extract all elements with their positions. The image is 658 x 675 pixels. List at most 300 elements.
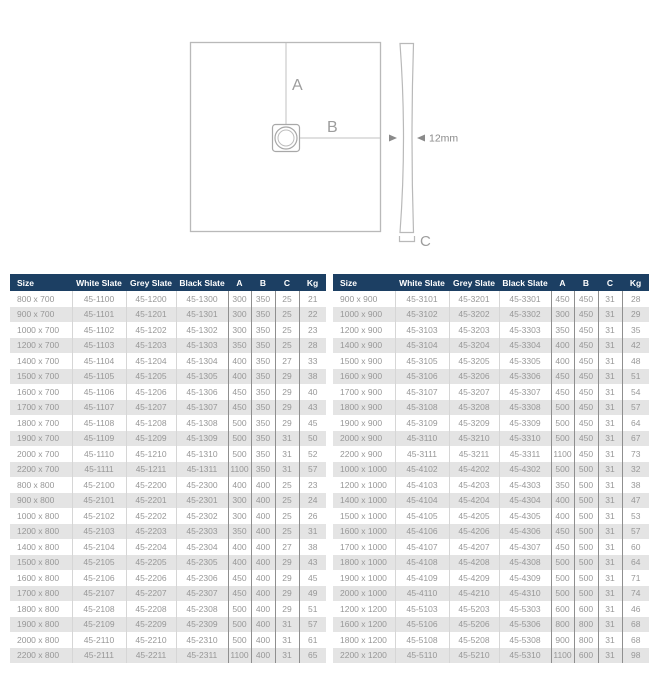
table-cell: 43 [299, 400, 326, 416]
table-row [10, 462, 326, 478]
table-cell: 1500 x 1000 [340, 510, 387, 521]
table-cell: 25 [275, 493, 299, 509]
table-cell: 1700 x 1000 [340, 541, 387, 552]
table-row [10, 570, 326, 586]
column-header-kg: Kg [622, 274, 649, 291]
table-cell: 27 [275, 353, 299, 369]
table-row [333, 338, 649, 354]
table-cell: 1900 x 900 [340, 417, 383, 428]
table-cell: 400 [228, 539, 251, 555]
table-cell: 45-3204 [449, 338, 499, 354]
table-row [333, 322, 649, 338]
table-cell: 1400 x 900 [333, 338, 395, 354]
table-cell: 45-5203 [449, 601, 499, 617]
table-cell: 45-5308 [499, 632, 551, 648]
table-cell: 45-3109 [395, 415, 449, 431]
table-cell: 45-5110 [395, 648, 449, 664]
table-cell: 45-3203 [449, 322, 499, 338]
table-cell: 1000 x 1000 [333, 462, 395, 478]
table-cell: 45-1107 [72, 400, 126, 416]
table-row [333, 307, 649, 323]
table-cell: 2200 x 1200 [333, 648, 395, 664]
table-cell: 45-1302 [176, 322, 228, 338]
table-cell: 45-3111 [395, 446, 449, 462]
table-cell: 45-4108 [395, 555, 449, 571]
table-cell: 45-2305 [176, 555, 228, 571]
table-cell: 400 [251, 524, 275, 540]
table-cell: 45-3311 [499, 446, 551, 462]
table-cell: 500 [574, 555, 598, 571]
table-cell: 45-3309 [499, 415, 551, 431]
table-cell: 45-3308 [499, 400, 551, 416]
table-cell: 900 x 800 [10, 493, 72, 509]
table-cell: 64 [622, 555, 649, 571]
table-cell: 45-2308 [176, 601, 228, 617]
table-cell: 1700 x 800 [10, 586, 72, 602]
table-cell: 500 [574, 539, 598, 555]
table-row [333, 617, 649, 633]
table-cell: 45-3304 [499, 338, 551, 354]
table-cell: 31 [598, 477, 622, 493]
table-cell: 45-5206 [449, 617, 499, 633]
table-cell: 2200 x 700 [10, 462, 72, 478]
table-cell: 24 [299, 493, 326, 509]
table-cell: 500 [228, 415, 251, 431]
table-cell: 45-2103 [72, 524, 126, 540]
table-cell: 64 [622, 415, 649, 431]
table-cell: 45-4106 [395, 524, 449, 540]
table-cell: 45-2203 [126, 524, 176, 540]
table-cell: 350 [251, 291, 275, 307]
column-header-white-slate: White Slate [395, 274, 449, 291]
table-cell: 400 [251, 601, 275, 617]
table-cell: 450 [551, 369, 574, 385]
table-row [10, 632, 326, 648]
table-row [333, 369, 649, 385]
dimension-c-label: C [420, 233, 431, 250]
table-cell: 300 [228, 307, 251, 323]
table-cell: 1100 [228, 462, 251, 478]
table-cell: 500 [551, 555, 574, 571]
table-cell: 45-2306 [176, 570, 228, 586]
table-cell: 45-1209 [126, 431, 176, 447]
table-cell: 500 [574, 508, 598, 524]
table-cell: 45-2110 [72, 632, 126, 648]
table-cell: 400 [551, 353, 574, 369]
dimension-c-bracket [400, 236, 415, 242]
table-cell: 45-3206 [449, 369, 499, 385]
table-cell: 45-4310 [499, 586, 551, 602]
table-cell: 45-2210 [126, 632, 176, 648]
table-cell: 450 [574, 431, 598, 447]
table-cell: 45-2301 [176, 493, 228, 509]
table-cell: 45-4209 [449, 570, 499, 586]
table-cell: 31 [598, 648, 622, 664]
table-cell: 29 [275, 384, 299, 400]
table-cell: 45-2201 [126, 493, 176, 509]
table-cell: 45-1300 [176, 291, 228, 307]
table-cell: 800 [574, 632, 598, 648]
table-cell: 31 [598, 617, 622, 633]
table-cell: 45-5210 [449, 648, 499, 664]
column-header-b: B [574, 274, 598, 291]
table-cell: 500 [228, 431, 251, 447]
table-row [10, 353, 326, 369]
table-cell: 45-3105 [395, 353, 449, 369]
table-cell: 45-3209 [449, 415, 499, 431]
table-cell: 1800 x 1200 [340, 634, 387, 645]
table-cell: 45-5103 [395, 601, 449, 617]
tray-dimension-diagram [0, 0, 658, 262]
table-cell: 45 [299, 415, 326, 431]
table-row [333, 384, 649, 400]
table-cell: 31 [598, 322, 622, 338]
table-cell: 45-2202 [126, 508, 176, 524]
table-cell: 400 [228, 369, 251, 385]
table-cell: 31 [598, 555, 622, 571]
table-cell: 45-3107 [395, 384, 449, 400]
table-cell: 350 [251, 431, 275, 447]
table-cell: 45-4107 [395, 539, 449, 555]
table-cell: 800 x 800 [17, 479, 55, 490]
table-cell: 2200 x 800 [10, 648, 72, 664]
table-cell: 350 [251, 353, 275, 369]
table-cell: 900 x 700 [10, 307, 72, 323]
table-cell: 61 [299, 632, 326, 648]
table-row [333, 477, 649, 493]
table-cell: 500 [551, 415, 574, 431]
table-cell: 45-5310 [499, 648, 551, 664]
table-cell: 45-4205 [449, 508, 499, 524]
table-cell: 31 [598, 632, 622, 648]
table-cell: 45-3301 [499, 291, 551, 307]
table-cell: 31 [598, 524, 622, 540]
table-cell: 1500 x 900 [340, 355, 383, 366]
column-header-grey-slate: Grey Slate [449, 274, 499, 291]
table-cell: 25 [275, 322, 299, 338]
table-cell: 300 [228, 322, 251, 338]
table-cell: 900 [551, 632, 574, 648]
table-cell: 22 [299, 307, 326, 323]
table-cell: 29 [275, 570, 299, 586]
table-cell: 65 [299, 648, 326, 664]
table-cell: 500 [574, 524, 598, 540]
tray-side-profile [400, 44, 414, 233]
table-row [10, 524, 326, 540]
table-cell: 450 [228, 586, 251, 602]
table-cell: 400 [551, 338, 574, 354]
arrow-right-icon [389, 135, 397, 142]
table-row [333, 570, 649, 586]
table-cell: 450 [228, 400, 251, 416]
table-cell: 31 [598, 369, 622, 385]
table-cell: 45-1104 [72, 353, 126, 369]
table-cell: 45-4202 [449, 462, 499, 478]
table-cell: 45 [299, 570, 326, 586]
table-cell: 1000 x 800 [17, 510, 60, 521]
table-cell: 45-2200 [126, 477, 176, 493]
table-cell: 500 [228, 617, 251, 633]
column-header-grey-slate: Grey Slate [126, 274, 176, 291]
table-cell: 73 [622, 446, 649, 462]
table-cell: 1200 x 700 [10, 338, 72, 354]
table-cell: 450 [574, 353, 598, 369]
table-cell: 400 [551, 493, 574, 509]
table-cell: 45-2207 [126, 586, 176, 602]
table-cell: 1600 x 1200 [333, 617, 395, 633]
spec-tables [0, 274, 658, 663]
table-cell: 25 [275, 307, 299, 323]
table-cell: 450 [574, 369, 598, 385]
table-cell: 45-2206 [126, 570, 176, 586]
table-cell: 31 [275, 462, 299, 478]
table-cell: 45-3104 [395, 338, 449, 354]
column-header-a: A [228, 274, 251, 291]
table-cell: 45-5208 [449, 632, 499, 648]
table-cell: 45-1206 [126, 384, 176, 400]
table-cell: 45-1203 [126, 338, 176, 354]
spec-table-left [10, 274, 326, 663]
table-cell: 1900 x 800 [10, 617, 72, 633]
table-cell: 43 [299, 555, 326, 571]
table-cell: 31 [275, 431, 299, 447]
table-cell: 57 [299, 462, 326, 478]
table-cell: 45-3307 [499, 384, 551, 400]
table-cell: 400 [551, 508, 574, 524]
table-cell: 57 [622, 400, 649, 416]
table-row [333, 493, 649, 509]
table-cell: 45-1108 [72, 415, 126, 431]
table-cell: 600 [574, 648, 598, 664]
table-cell: 300 [228, 291, 251, 307]
table-cell: 1200 x 1000 [340, 479, 387, 490]
column-header-black-slate: Black Slate [499, 274, 551, 291]
table-cell: 27 [275, 539, 299, 555]
dimension-a-label: A [292, 77, 303, 94]
table-cell: 25 [275, 291, 299, 307]
table-cell: 45-2303 [176, 524, 228, 540]
table-cell: 1900 x 1000 [340, 572, 387, 583]
table-cell: 45-2111 [72, 648, 126, 664]
table-cell: 25 [275, 524, 299, 540]
table-cell: 500 [551, 400, 574, 416]
table-cell: 45-1105 [72, 369, 126, 385]
table-cell: 45-1103 [72, 338, 126, 354]
table-cell: 1600 x 900 [333, 369, 395, 385]
column-header-black-slate: Black Slate [176, 274, 228, 291]
thickness-label: 12mm [429, 132, 459, 145]
table-row [10, 415, 326, 431]
column-header-b: B [251, 274, 275, 291]
table-cell: 54 [622, 384, 649, 400]
table-cell: 350 [251, 307, 275, 323]
table-cell: 800 [574, 617, 598, 633]
table-cell: 1000 x 700 [17, 324, 60, 335]
table-cell: 40 [299, 384, 326, 400]
table-cell: 45-2310 [176, 632, 228, 648]
table-cell: 35 [622, 322, 649, 338]
table-cell: 1100 [228, 648, 251, 664]
table-cell: 500 [551, 431, 574, 447]
table-cell: 48 [622, 353, 649, 369]
table-cell: 45-2204 [126, 539, 176, 555]
table-cell: 57 [622, 524, 649, 540]
table-cell: 450 [574, 400, 598, 416]
table-row [10, 586, 326, 602]
table-row [333, 353, 649, 369]
table-cell: 500 [551, 586, 574, 602]
column-header-kg: Kg [299, 274, 326, 291]
table-cell: 1500 x 800 [10, 555, 72, 571]
table-cell: 45-1200 [126, 291, 176, 307]
table-cell: 1600 x 800 [17, 572, 60, 583]
table-cell: 31 [598, 400, 622, 416]
table-cell: 500 [574, 570, 598, 586]
table-cell: 45-3207 [449, 384, 499, 400]
table-cell: 31 [275, 648, 299, 664]
table-cell: 25 [275, 338, 299, 354]
table-cell: 45-1109 [72, 431, 126, 447]
table-cell: 45-2102 [72, 508, 126, 524]
table-cell: 31 [598, 415, 622, 431]
table-cell: 45-3306 [499, 369, 551, 385]
table-cell: 31 [598, 539, 622, 555]
table-cell: 26 [299, 508, 326, 524]
table-cell: 45-1202 [126, 322, 176, 338]
table-cell: 400 [251, 648, 275, 664]
table-cell: 31 [598, 462, 622, 478]
table-cell: 350 [551, 477, 574, 493]
table-cell: 45-4307 [499, 539, 551, 555]
table-cell: 29 [275, 415, 299, 431]
table-row [10, 384, 326, 400]
table-cell: 45-2205 [126, 555, 176, 571]
table-row [10, 648, 326, 664]
table-cell: 450 [551, 524, 574, 540]
table-cell: 45-3210 [449, 431, 499, 447]
table-row [10, 493, 326, 509]
table-cell: 31 [275, 632, 299, 648]
table-cell: 45-4207 [449, 539, 499, 555]
table-cell: 45-4305 [499, 508, 551, 524]
table-cell: 400 [251, 632, 275, 648]
table-cell: 1800 x 800 [17, 603, 60, 614]
table-cell: 45-1309 [176, 431, 228, 447]
table-cell: 45-3211 [449, 446, 499, 462]
table-row [10, 601, 326, 617]
table-cell: 45-3106 [395, 369, 449, 385]
table-cell: 71 [622, 570, 649, 586]
table-cell: 45-2104 [72, 539, 126, 555]
table-cell: 45-2307 [176, 586, 228, 602]
table-cell: 45-4109 [395, 570, 449, 586]
table-cell: 1600 x 700 [17, 386, 60, 397]
table-cell: 500 [574, 586, 598, 602]
table-cell: 45-4308 [499, 555, 551, 571]
table-cell: 31 [598, 601, 622, 617]
table-cell: 350 [251, 446, 275, 462]
table-cell: 29 [622, 307, 649, 323]
table-cell: 45-3208 [449, 400, 499, 416]
table-cell: 400 [251, 555, 275, 571]
table-cell: 45-4104 [395, 493, 449, 509]
table-cell: 45-2101 [72, 493, 126, 509]
table-cell: 45-2300 [176, 477, 228, 493]
table-row [10, 338, 326, 354]
table-row [333, 524, 649, 540]
table-cell: 600 [551, 601, 574, 617]
table-row [333, 400, 649, 416]
table-cell: 45-5306 [499, 617, 551, 633]
table-cell: 2000 x 1000 [333, 586, 395, 602]
table-cell: 350 [251, 384, 275, 400]
table-cell: 45-2109 [72, 617, 126, 633]
table-cell: 45-2304 [176, 539, 228, 555]
table-cell: 350 [228, 524, 251, 540]
table-cell: 45-1100 [72, 291, 126, 307]
table-cell: 45-3310 [499, 431, 551, 447]
table-cell: 60 [622, 539, 649, 555]
table-cell: 45-3303 [499, 322, 551, 338]
table-cell: 450 [551, 291, 574, 307]
table-cell: 350 [251, 462, 275, 478]
table-cell: 400 [228, 353, 251, 369]
table-cell: 1400 x 700 [17, 355, 60, 366]
table-cell: 300 [228, 508, 251, 524]
table-cell: 450 [574, 291, 598, 307]
table-cell: 45-1110 [72, 446, 126, 462]
table-cell: 45-3302 [499, 307, 551, 323]
table-cell: 1500 x 700 [10, 369, 72, 385]
table-cell: 23 [299, 322, 326, 338]
table-cell: 450 [551, 384, 574, 400]
table-cell: 31 [275, 446, 299, 462]
table-cell: 29 [275, 400, 299, 416]
table-cell: 900 x 900 [340, 293, 378, 304]
table-cell: 1400 x 1000 [333, 493, 395, 509]
table-cell: 49 [299, 586, 326, 602]
table-cell: 33 [299, 353, 326, 369]
table-cell: 400 [251, 539, 275, 555]
table-cell: 450 [228, 570, 251, 586]
column-header-white-slate: White Slate [72, 274, 126, 291]
table-cell: 45-2108 [72, 601, 126, 617]
table-cell: 45-3103 [395, 322, 449, 338]
column-header-a: A [551, 274, 574, 291]
table-cell: 2000 x 800 [17, 634, 60, 645]
table-cell: 23 [299, 477, 326, 493]
table-cell: 1800 x 900 [333, 400, 395, 416]
table-cell: 45-1204 [126, 353, 176, 369]
table-cell: 21 [299, 291, 326, 307]
table-cell: 400 [228, 477, 251, 493]
table-cell: 45-1111 [72, 462, 126, 478]
table-cell: 45-2208 [126, 601, 176, 617]
table-cell: 2000 x 700 [17, 448, 60, 459]
table-cell: 450 [228, 384, 251, 400]
table-cell: 45-2209 [126, 617, 176, 633]
table-cell: 500 [574, 462, 598, 478]
table-cell: 500 [228, 632, 251, 648]
table-cell: 1700 x 900 [340, 386, 383, 397]
table-cell: 45-1102 [72, 322, 126, 338]
table-cell: 45-4203 [449, 477, 499, 493]
table-cell: 45-4103 [395, 477, 449, 493]
table-row [333, 508, 649, 524]
arrow-left-icon [417, 135, 425, 142]
table-row [10, 555, 326, 571]
table-cell: 31 [598, 353, 622, 369]
